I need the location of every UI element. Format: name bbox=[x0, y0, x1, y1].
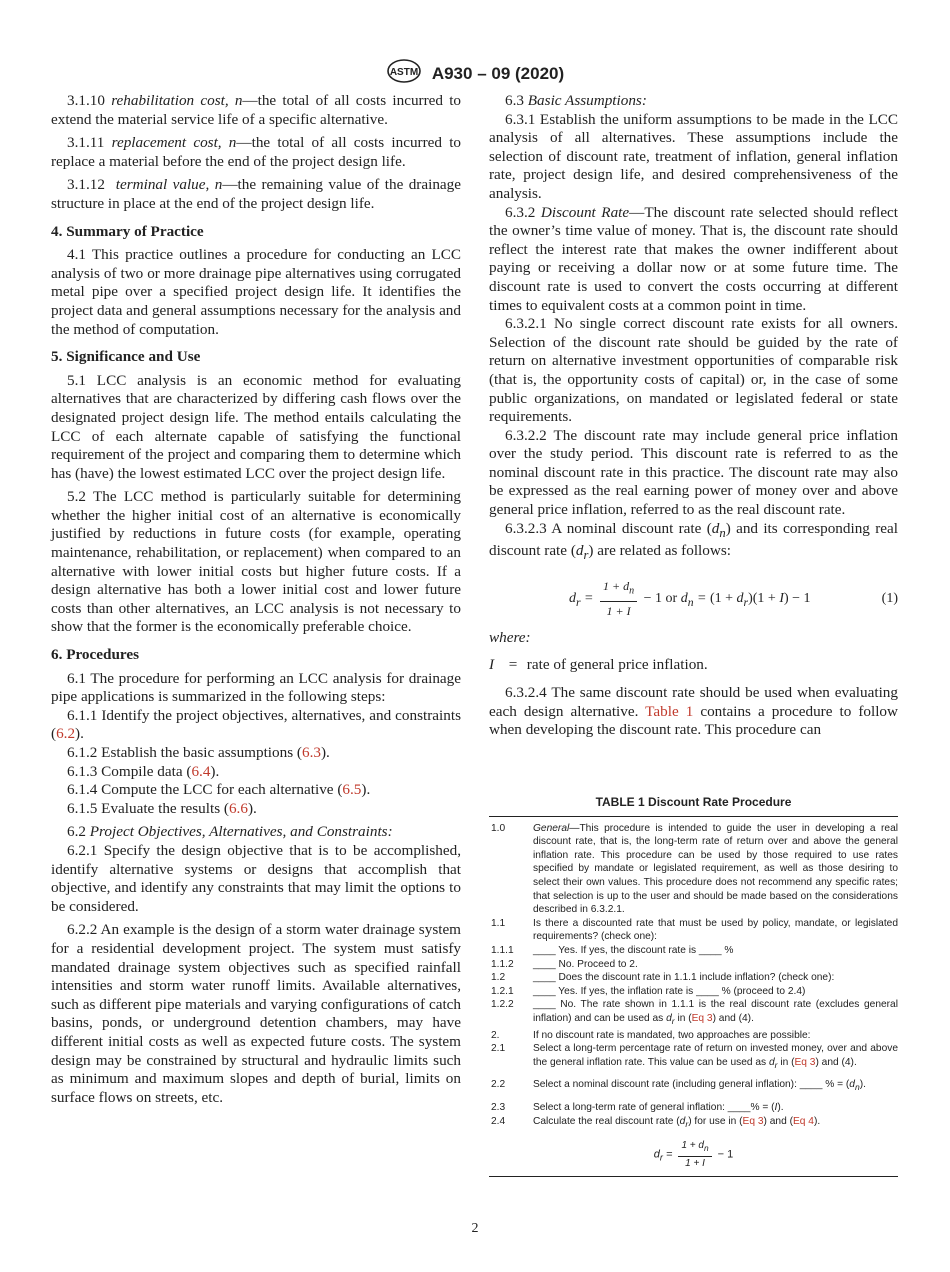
page-header bbox=[0, 58, 950, 89]
table-row-2: 2. If no discount rate is mandated, two approaches are possible: bbox=[491, 1029, 811, 1041]
table-row-2-4: 2.4 Calculate the real discount rate $(d_r)$ for use in (Eq 3) and (Eq 4). bbox=[491, 1115, 821, 1129]
para-5-1: 5.1 LCC analysis is an economic method for evaluating alternatives that are characterized by differing cash flows over the designated project design life. The method entails calculating the LCC of each alternate capable of satisfying the functional requirement of the project and comparing them to determine which has (have) the lowest estimated LCC over the project design life. bbox=[51, 371, 461, 482]
section-heading-6: 6. Procedures bbox=[51, 646, 140, 664]
table-row-1-2: 1.2 ____ Does the discount rate in 1.1.1 include inflation? (check one): bbox=[491, 972, 835, 984]
link-eq-3[interactable]: Eq 3 bbox=[742, 1115, 764, 1127]
svg-text:ASTM: ASTM bbox=[389, 67, 418, 78]
definition-I: I = rate of general price inflation. bbox=[489, 655, 708, 673]
para-6-3-2-1: 6.3.2.1 No single correct discount rate exists for all owners. Selection of the discount rate should be guided by the rate of return on alternative investment opportunities of comparable risk (that is, the opportunity costs of capital) or, in the case of some public organizations, on mandated or legislated federal or state requirements. bbox=[489, 315, 898, 426]
left-column bbox=[51, 92, 461, 1107]
table-row-2-3: 2.3 Select a long-term rate of general inflation: ____% = (I). bbox=[491, 1101, 784, 1113]
table-row-1-1-1: 1.1.1 ____ Yes. If yes, the discount rate is ____ % bbox=[491, 944, 734, 956]
para-6-1-2: 6.1.2 Establish the basic assumptions (6.3). bbox=[67, 744, 330, 761]
table-row-1-1-2: 1.1.2 ____ No. Proceed to 2. bbox=[491, 958, 638, 970]
para-6-2: 6.2 Project Objectives, Alternatives, and Constraints: bbox=[67, 823, 393, 841]
table-title: TABLE 1 Discount Rate Procedure bbox=[595, 795, 792, 809]
link-eq-4[interactable]: Eq 4 bbox=[792, 1115, 814, 1127]
para-6-2-2: 6.2.2 An example is the design of a storm water drainage system for a residential development project. The system must satisfy mandated drainage system objectives such as specified rainfall intensities and storm water runoff limits. Available alternatives, such as different pipe materials and varying configurations of catch basins, ponds, or underground detention chambers, may have different initial costs as well as expected future costs. The system design may be constrained by structural and hydraulic limits such as minimum and maximum slopes and depth of burial, limits on surface flows on streets, etc. bbox=[51, 921, 461, 1106]
link-6-4[interactable]: 6.4 bbox=[191, 762, 211, 780]
para-6-3-2: 6.3.2 Discount Rate—The discount rate selected should reflect the owner’s time value of money. That is, the discount rate should reflect the interest rate that makes the owner indifferent about paying or receiving a dollar now or at some future time. The discount rate is used to convert the costs occurring at different times to equivalent costs at a common point in time. bbox=[489, 203, 899, 314]
equation-1 bbox=[489, 577, 898, 619]
section-heading-5: 5. Significance and Use bbox=[51, 348, 201, 366]
table-1 bbox=[489, 796, 898, 1177]
table-row-1-0: 1.0 General—This procedure is intended to guide the user in developing a real discount rate, that is, the long-term rate of return over and above the general inflation rate. This procedure can be used by those required to use rates specified by mandate or legislated requirement, as well as those desiring to select their own values. This procedure does not recommend any specific rates; that selection is up to the user and should be made based on the considerations described in 6.3.2.1. bbox=[491, 822, 898, 916]
astm-logo-icon bbox=[386, 58, 422, 89]
para-6-1-1: 6.1.1 Identify the project objectives, alternatives, and constraints (6.2). bbox=[51, 706, 461, 743]
para-3-1-10: 3.1.10 rehabilitation cost, n—the total of all costs incurred to extend the material service life of a specific alternative. bbox=[51, 92, 462, 128]
section-heading-4: 4. Summary of Practice bbox=[51, 222, 204, 240]
para-6-3-2-3: 6.3.2.3 A nominal discount rate $(d_n)$ and its corresponding real discount rate $(d_r)$ are related as follows: bbox=[489, 519, 898, 563]
link-6-2[interactable]: 6.2 bbox=[56, 725, 76, 743]
standard-code: A930 – 09 (2020) bbox=[431, 63, 565, 83]
para-5-2: 5.2 The LCC method is particularly suitable for determining whether the higher initial cost of an alternative is economically justified by reductions in future costs (for example, operating maintenance, rehabilitation, or replacement) when compared to an alternative with lower initial costs but higher future costs. If a design alternative has both a lower initial cost and lower future costs than other alternatives, an LCC analysis is not necessary to show that the former is the economically preferable choice. bbox=[51, 488, 461, 636]
where-label: where: bbox=[489, 628, 531, 646]
para-6-1-4: 6.1.4 Compute the LCC for each alternative (6.5). bbox=[67, 781, 371, 799]
table-row-1-2-2: 1.2.2 ____ No. The rate shown in 1.1.1 is the real discount rate (excludes general inflation) and can be used as $d_r$ in (Eq 3) and (4). bbox=[491, 999, 898, 1026]
para-6-3-1: 6.3.1 Establish the uniform assumptions to be made in the LCC analysis of all alternatives. These assumptions include the selection of discount rate, treatment of inflation, general inflation rate, project design life, and desired comprehensiveness of the analysis. bbox=[489, 110, 898, 202]
para-6-3-2-2: 6.3.2.2 The discount rate may include general price inflation over the study period. This discount rate is referred to as the nominal discount rate in this practice. The discount rate may also be expressed as the real earning power of money over and above general price inflation, referred to as the real discount rate. bbox=[489, 426, 898, 519]
para-6-1-5: 6.1.5 Evaluate the results (6.6). bbox=[67, 799, 257, 817]
para-6-1-3: 6.1.3 Compile data (6.4). bbox=[67, 762, 220, 780]
link-6-6[interactable]: 6.6 bbox=[228, 799, 248, 817]
link-6-3[interactable]: 6.3 bbox=[301, 744, 321, 761]
table-equation: $d_r$ = $\frac{1 + d_n}{1 + I}$ − 1 bbox=[653, 1140, 734, 1169]
para-4-1: 4.1 This practice outlines a procedure for conducting an LCC analysis of two or more drainage pipe alternatives using corrugated metal pipe over a specified project design life. It identifies the project data and general assumptions necessary for the analysis and the method of computation. bbox=[51, 246, 461, 338]
equation-body: $d_r$ = $\frac{1 + d_n}{1 + I}$ − 1 or $d_n = (1 + d_r)(1 + I) - 1$ bbox=[569, 578, 811, 618]
table-row-1-1: 1.1 Is there a discounted rate that must be used by policy, mandate, or legislated requirements? (check one): bbox=[491, 917, 898, 943]
para-6-2-1: 6.2.1 Specify the design objective that is to be accomplished, identify alternative systems or designs that accomplish that objective, and identify any constraints that may limit the options to be considered. bbox=[51, 841, 461, 915]
table-row-2-1: 2.1 Select a long-term percentage rate of return on invested money, over and above the general inflation rate. This value can be used as $d_r$ in (Eq 3) and (4). bbox=[491, 1043, 898, 1070]
equation-number: (1) bbox=[881, 590, 898, 606]
table-bottom-rule bbox=[489, 1176, 898, 1177]
para-3-1-12: 3.1.12 terminal value, n—the remaining value of the drainage structure in place at the end of the project design life. bbox=[51, 176, 461, 212]
para-6-1: 6.1 The procedure for performing an LCC analysis for drainage pipe applications is summarized in the following steps: bbox=[51, 669, 461, 706]
link-eq-3[interactable]: Eq 3 bbox=[691, 1012, 713, 1024]
table-row-1-2-1: 1.2.1 ____ Yes. If yes, the inflation rate is ____ % (proceed to 2.4) bbox=[491, 985, 806, 997]
link-eq-3[interactable]: Eq 3 bbox=[794, 1056, 816, 1068]
table-row-2-2: 2.2 Select a nominal discount rate (including general inflation): ____ % = $(d_n)$. bbox=[491, 1079, 866, 1093]
link-table-1[interactable]: Table 1 bbox=[645, 702, 694, 720]
right-column bbox=[489, 92, 898, 740]
para-6-3: 6.3 Basic Assumptions: bbox=[505, 92, 647, 109]
link-6-5[interactable]: 6.5 bbox=[342, 781, 362, 799]
para-6-3-2-4: 6.3.2.4 The same discount rate should be used when evaluating each design alternative. Table 1 contains a procedure to follow when developing the discount rate. This procedure can bbox=[489, 684, 898, 739]
para-3-1-11: 3.1.11 replacement cost, n—the total of all costs incurred to replace a material before the end of the project design life. bbox=[51, 134, 462, 170]
page-number: 2 bbox=[471, 1221, 479, 1236]
